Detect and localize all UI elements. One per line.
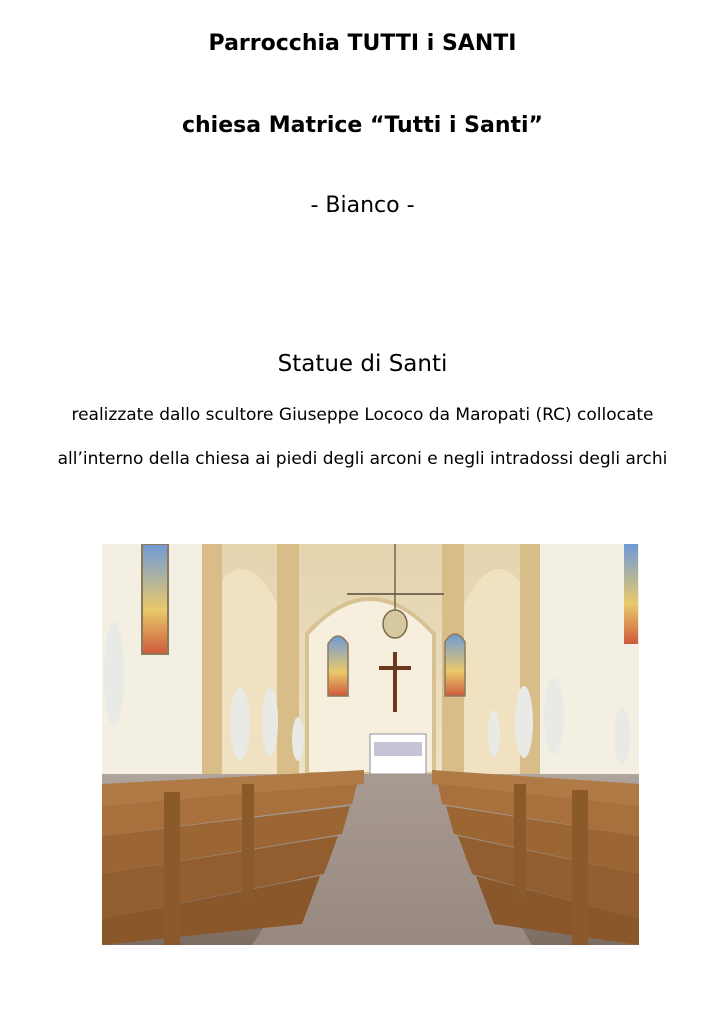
church-title: chiesa Matrice “Tutti i Santi”	[181, 113, 544, 138]
church-interior-photo	[102, 544, 639, 945]
description-line-2: all’interno della chiesa ai piedi degli arconi e negli intradossi degli archi	[57, 449, 668, 469]
parish-title: Parrocchia TUTTI i SANTI	[208, 31, 517, 56]
section-title: Statue di Santi	[277, 351, 448, 377]
location-title: - Bianco -	[310, 193, 415, 218]
description-line-1: realizzate dallo scultore Giuseppe Lococo da Maropati (RC) collocate	[71, 405, 654, 425]
